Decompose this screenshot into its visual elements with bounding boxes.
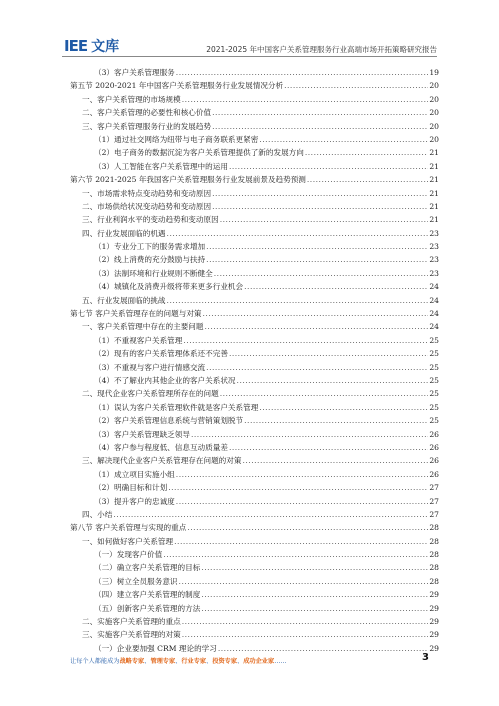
toc-entry[interactable] xyxy=(70,173,439,186)
toc-entry[interactable] xyxy=(70,213,439,226)
toc-entry-page: 25 xyxy=(429,402,439,412)
toc-entry[interactable] xyxy=(70,146,439,159)
toc-entry[interactable] xyxy=(70,468,439,481)
toc-leader-dots xyxy=(176,66,429,79)
toc-entry-title: （2）明确目标和计划 xyxy=(94,483,168,493)
toc-entry-page: 25 xyxy=(429,335,439,345)
toc-entry-page: 23 xyxy=(429,255,439,265)
toc-leader-dots xyxy=(229,160,428,173)
table-of-contents xyxy=(70,66,439,655)
toc-entry-title: （一）发现客户价值 xyxy=(94,550,163,560)
logo-text: 文库 xyxy=(91,39,120,55)
toc-entry-page: 24 xyxy=(429,322,439,332)
toc-entry-page: 20 xyxy=(429,134,439,144)
toc-leader-dots xyxy=(307,173,428,186)
toc-entry-page: 21 xyxy=(429,188,439,198)
footer-suffix: …… xyxy=(274,658,287,665)
toc-entry[interactable] xyxy=(70,548,439,561)
toc-entry-title: （一）企业要加强 CRM 理论的学习 xyxy=(94,643,217,653)
toc-entry[interactable] xyxy=(70,387,439,400)
toc-entry-page: 27 xyxy=(429,496,439,506)
footer-slogan xyxy=(70,656,287,665)
toc-entry-title: 第七节 客户关系管理存在的问题与对策 xyxy=(70,309,202,319)
toc-entry-page: 27 xyxy=(429,483,439,493)
toc-entry[interactable] xyxy=(70,240,439,253)
toc-entry-title: 四、小结 xyxy=(82,509,113,519)
logo[interactable] xyxy=(64,36,119,56)
toc-entry-title: （二）确立客户关系管理的目标 xyxy=(94,563,201,573)
toc-entry-title: （3）人工智能在客户关系管理中的运用 xyxy=(94,161,228,171)
toc-entry[interactable] xyxy=(70,561,439,574)
toc-leader-dots xyxy=(237,374,429,387)
toc-entry[interactable] xyxy=(70,602,439,615)
toc-entry[interactable] xyxy=(70,120,439,133)
toc-entry-page: 19 xyxy=(429,68,439,77)
toc-entry-page: 24 xyxy=(429,309,439,319)
toc-entry-page: 29 xyxy=(429,603,439,613)
toc-entry-page: 25 xyxy=(429,362,439,372)
toc-leader-dots xyxy=(167,227,429,240)
toc-entry[interactable] xyxy=(70,508,439,521)
toc-entry[interactable] xyxy=(70,133,439,146)
toc-entry-title: （2）电子商务的数据沉淀为客户关系管理提供了新的发展方向 xyxy=(94,148,304,158)
toc-entry-title: 一、如何做好客户关系管理 xyxy=(82,536,174,546)
toc-leader-dots xyxy=(201,602,428,615)
toc-entry-title: 一、客户关系管理中存在的主要问题 xyxy=(82,322,204,332)
toc-entry-page: 28 xyxy=(429,523,439,533)
toc-entry-title: 二、客户关系管理的必要性和核心价值 xyxy=(82,108,212,118)
toc-entry[interactable] xyxy=(70,615,439,628)
toc-leader-dots xyxy=(168,481,428,494)
toc-leader-dots xyxy=(203,307,429,320)
toc-entry-page: 29 xyxy=(429,590,439,600)
toc-leader-dots xyxy=(176,495,429,508)
toc-entry-title: 四、行业发展面临的机遇 xyxy=(82,228,166,238)
toc-entry-title: （3）不重视与客户进行情感交流 xyxy=(94,362,206,372)
toc-entry-title: 二、实施客户关系管理的重点 xyxy=(82,617,181,627)
toc-entry-page: 23 xyxy=(429,228,439,238)
toc-entry[interactable] xyxy=(70,495,439,508)
toc-leader-dots xyxy=(259,401,428,414)
toc-leader-dots xyxy=(206,240,428,253)
toc-entry[interactable] xyxy=(70,454,439,467)
toc-entry-title: 三、解决现代企业客户关系管理存在问题的对策 xyxy=(82,456,242,466)
toc-entry-page: 28 xyxy=(429,536,439,546)
toc-entry-page: 24 xyxy=(429,295,439,305)
toc-entry-title: （4）城镇化及消费升级将带来更多行业机会 xyxy=(94,282,244,292)
toc-entry[interactable] xyxy=(70,106,439,119)
toc-entry[interactable] xyxy=(70,320,439,333)
toc-entry-title: （3）客户关系管理缺乏领导 xyxy=(94,429,190,439)
toc-entry[interactable] xyxy=(70,588,439,601)
toc-leader-dots xyxy=(284,79,428,92)
toc-entry[interactable] xyxy=(70,93,439,106)
toc-entry[interactable] xyxy=(70,428,439,441)
toc-leader-dots xyxy=(113,508,428,521)
toc-entry-page: 21 xyxy=(429,215,439,225)
toc-entry-page: 28 xyxy=(429,550,439,560)
toc-entry-page: 25 xyxy=(429,416,439,426)
toc-leader-dots xyxy=(179,575,429,588)
toc-entry-page: 25 xyxy=(429,389,439,399)
footer-prefix: 让每个人都能成为 xyxy=(70,658,120,665)
toc-entry[interactable] xyxy=(70,642,439,655)
logo-mark: IEE xyxy=(64,37,88,55)
page-number: 3 xyxy=(422,652,429,663)
toc-entry-page: 25 xyxy=(429,375,439,385)
toc-leader-dots xyxy=(182,615,429,628)
toc-entry-page: 23 xyxy=(429,268,439,278)
toc-leader-dots xyxy=(205,320,429,333)
toc-entry-title: （四）建立客户关系管理的制度 xyxy=(94,590,201,600)
toc-leader-dots xyxy=(242,454,428,467)
toc-entry-title: （4）客户参与程度低、信息互动质量差 xyxy=(94,442,228,452)
footer-highlight: 战略专家 xyxy=(119,658,145,665)
footer-separator: 、 xyxy=(206,658,213,665)
toc-entry-page: 28 xyxy=(429,563,439,573)
toc-entry-title: 三、行业利润水平的变动趋势和变动原因 xyxy=(82,215,219,225)
toc-leader-dots xyxy=(182,93,429,106)
toc-leader-dots xyxy=(305,146,428,159)
toc-leader-dots xyxy=(212,187,428,200)
toc-entry[interactable] xyxy=(70,521,439,534)
footer-highlight: 成功企业家 xyxy=(243,658,275,665)
page-header xyxy=(0,0,499,58)
report-title: 2021-2025 年中国客户关系管理服务行业高端市场开拓策略研究报告 xyxy=(206,45,437,54)
toc-entry-title: （2）线上消费的充分鼓励与扶持 xyxy=(94,255,206,265)
toc-entry-title: 二、市场供给状况变动趋势和变动原因 xyxy=(82,201,212,211)
toc-entry-title: 第五节 2020-2021 年中国客户关系管理服务行业发展情况分析 xyxy=(70,81,284,91)
toc-leader-dots xyxy=(212,106,428,119)
toc-entry-page: 20 xyxy=(429,81,439,91)
toc-entry-title: 第六节 2021-2025 年我国客户关系管理服务行业发展前景及趋势预测 xyxy=(70,175,306,185)
toc-entry-title: （3）法制环境和行业规则不断健全 xyxy=(94,268,213,278)
toc-entry[interactable] xyxy=(70,307,439,320)
toc-entry-page: 21 xyxy=(429,161,439,171)
toc-leader-dots xyxy=(206,253,428,266)
toc-entry[interactable] xyxy=(70,200,439,213)
toc-leader-dots xyxy=(201,588,428,601)
toc-leader-dots xyxy=(214,267,429,280)
toc-entry-title: （1）成立项目实施小组 xyxy=(94,469,175,479)
toc-entry[interactable] xyxy=(70,334,439,347)
footer-separator: 、 xyxy=(144,658,151,665)
toc-entry-page: 20 xyxy=(429,121,439,131)
toc-leader-dots xyxy=(229,441,428,454)
toc-entry-page: 28 xyxy=(429,576,439,586)
toc-entry-page: 25 xyxy=(429,349,439,359)
toc-leader-dots xyxy=(220,213,429,226)
toc-entry[interactable] xyxy=(70,66,439,79)
toc-leader-dots xyxy=(201,561,428,574)
toc-entry-title: （1）专业分工下的服务需求增加 xyxy=(94,242,206,252)
toc-entry[interactable] xyxy=(70,401,439,414)
toc-entry-page: 27 xyxy=(429,509,439,519)
footer-highlight: 管理专家 xyxy=(150,658,176,665)
toc-leader-dots xyxy=(187,521,428,534)
toc-leader-dots xyxy=(218,642,428,655)
toc-entry-page: 26 xyxy=(429,442,439,452)
footer-separator: 、 xyxy=(237,658,244,665)
toc-leader-dots xyxy=(191,428,428,441)
toc-entry[interactable] xyxy=(70,79,439,92)
toc-leader-dots xyxy=(182,628,429,641)
toc-leader-dots xyxy=(212,120,428,133)
toc-entry[interactable] xyxy=(70,441,439,454)
toc-entry[interactable] xyxy=(70,628,439,641)
toc-entry-title: 三、实施客户关系管理的对策 xyxy=(82,630,181,640)
toc-leader-dots xyxy=(220,387,429,400)
toc-entry-title: （4）不了解业内其他企业的客户关系状况 xyxy=(94,375,236,385)
toc-entry-title: （三）树立全员服务意识 xyxy=(94,576,178,586)
footer-separator: 、 xyxy=(175,658,182,665)
toc-leader-dots xyxy=(244,414,428,427)
toc-entry-page: 29 xyxy=(429,617,439,627)
toc-entry-page: 20 xyxy=(429,108,439,118)
toc-entry[interactable] xyxy=(70,414,439,427)
toc-entry-title: 一、客户关系管理的市场规模 xyxy=(82,94,181,104)
toc-entry-page: 23 xyxy=(429,242,439,252)
toc-entry-page: 21 xyxy=(429,201,439,211)
toc-leader-dots xyxy=(259,133,428,146)
toc-entry-title: （1）误认为客户关系管理软件就是客户关系管理 xyxy=(94,402,259,412)
toc-entry-title: （1）通过社交网络为纽带与电子商务联系更紧密 xyxy=(94,134,259,144)
toc-entry[interactable] xyxy=(70,160,439,173)
toc-entry-title: 一、市场需求特点变动趋势和变动原因 xyxy=(82,188,212,198)
toc-entry[interactable] xyxy=(70,374,439,387)
toc-entry-title: （1）不重视客户关系管理 xyxy=(94,335,183,345)
header-divider xyxy=(62,56,437,57)
toc-entry[interactable] xyxy=(70,227,439,240)
toc-entry-page: 29 xyxy=(429,630,439,640)
toc-entry-title: （3）提升客户的忠诚度 xyxy=(94,496,175,506)
toc-entry-title: （3）客户关系管理服务 xyxy=(94,68,175,77)
toc-entry[interactable] xyxy=(70,575,439,588)
toc-leader-dots xyxy=(183,334,428,347)
toc-entry[interactable] xyxy=(70,361,439,374)
toc-entry[interactable] xyxy=(70,481,439,494)
toc-entry-page: 24 xyxy=(429,282,439,292)
toc-entry-title: （五）创新客户关系管理的方法 xyxy=(94,603,201,613)
footer-highlight: 行业专家 xyxy=(181,658,207,665)
toc-leader-dots xyxy=(206,361,428,374)
footer-highlight: 投资专家 xyxy=(212,658,238,665)
toc-leader-dots xyxy=(244,280,428,293)
toc-entry-title: 二、现代企业客户关系管理所存在的问题 xyxy=(82,389,219,399)
toc-entry-page: 26 xyxy=(429,469,439,479)
toc-entry[interactable] xyxy=(70,280,439,293)
toc-leader-dots xyxy=(163,548,428,561)
toc-entry[interactable] xyxy=(70,535,439,548)
toc-entry-page: 26 xyxy=(429,429,439,439)
toc-entry-page: 21 xyxy=(429,148,439,158)
toc-leader-dots xyxy=(212,200,428,213)
toc-entry-page: 26 xyxy=(429,456,439,466)
toc-entry[interactable] xyxy=(70,253,439,266)
toc-entry[interactable] xyxy=(70,347,439,360)
toc-entry[interactable] xyxy=(70,267,439,280)
toc-leader-dots xyxy=(229,347,428,360)
toc-entry-title: （2）客户关系管理信息系统与营销策划脱节 xyxy=(94,416,244,426)
toc-entry-title: 五、行业发展面临的挑战 xyxy=(82,295,166,305)
toc-leader-dots xyxy=(174,535,428,548)
toc-entry-page: 21 xyxy=(429,175,439,185)
toc-entry-title: 三、客户关系管理服务行业的发展趋势 xyxy=(82,121,212,131)
toc-entry-title: （2）现有的客户关系管理体系还不完善 xyxy=(94,349,228,359)
toc-leader-dots xyxy=(176,468,429,481)
toc-entry[interactable] xyxy=(70,294,439,307)
toc-leader-dots xyxy=(167,294,429,307)
toc-entry[interactable] xyxy=(70,187,439,200)
toc-entry-title: 第八节 客户关系管理与实现的重点 xyxy=(70,523,187,533)
toc-entry-page: 29 xyxy=(429,643,439,653)
toc-entry-page: 20 xyxy=(429,94,439,104)
